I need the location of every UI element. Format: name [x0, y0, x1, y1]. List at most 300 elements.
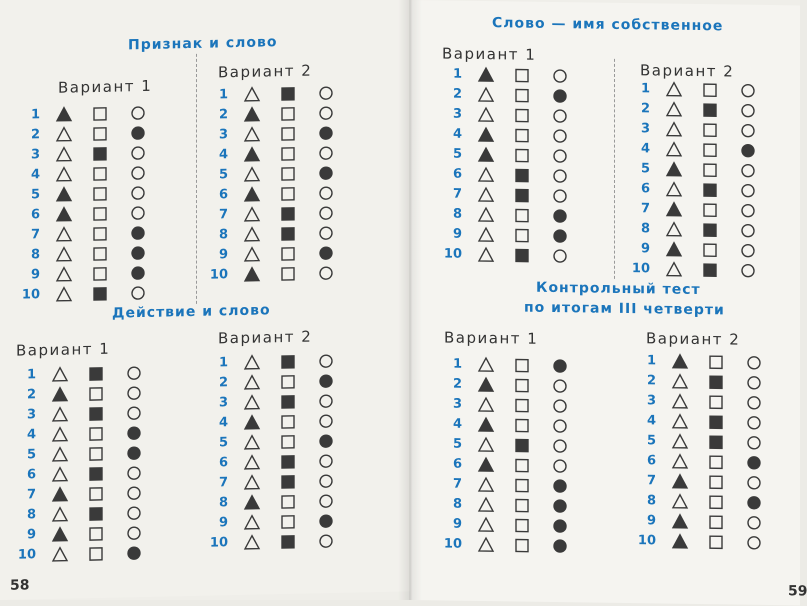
open-square-icon: [86, 484, 106, 504]
filled-square-icon: [90, 284, 110, 304]
filled-square-icon: [278, 472, 298, 492]
filled-triangle-icon: [476, 375, 496, 395]
open-square-icon: [512, 145, 532, 165]
question-number: 1: [218, 87, 228, 103]
filled-circle-icon: [316, 163, 336, 183]
question-number: 10: [209, 267, 228, 283]
answer-row: [442, 124, 592, 146]
column-divider: [196, 54, 198, 304]
open-circle-icon: [316, 203, 336, 223]
open-square-icon: [278, 512, 298, 532]
open-square-icon: [278, 432, 298, 452]
open-circle-icon: [124, 403, 144, 423]
open-square-icon: [700, 160, 720, 180]
question-number: 10: [443, 246, 462, 262]
question-number: 7: [30, 227, 40, 243]
open-circle-icon: [738, 101, 758, 121]
question-number: 7: [218, 207, 228, 223]
open-circle-icon: [316, 143, 336, 163]
filled-circle-icon: [316, 431, 336, 451]
open-triangle-icon: [50, 505, 70, 525]
filled-triangle-icon: [476, 125, 496, 145]
variant-block: [20, 76, 190, 303]
open-triangle-icon: [242, 433, 262, 453]
open-circle-icon: [124, 503, 144, 523]
variant-title: Вариант 2: [640, 61, 735, 81]
answer-row: [442, 144, 592, 166]
open-square-icon: [90, 104, 110, 124]
answer-row: [442, 104, 592, 126]
filled-triangle-icon: [670, 532, 690, 552]
filled-circle-icon: [744, 453, 764, 473]
filled-triangle-icon: [54, 104, 74, 124]
question-number: 1: [452, 356, 462, 372]
open-circle-icon: [128, 143, 148, 163]
question-number: 2: [452, 376, 462, 392]
open-circle-icon: [316, 223, 336, 243]
open-circle-icon: [550, 456, 570, 476]
open-circle-icon: [744, 413, 764, 433]
open-triangle-icon: [54, 244, 74, 264]
question-number: 6: [26, 467, 36, 483]
filled-square-icon: [512, 245, 532, 265]
open-triangle-icon: [476, 395, 496, 415]
open-square-icon: [278, 244, 298, 264]
open-circle-icon: [124, 363, 144, 383]
question-number: 1: [30, 107, 40, 123]
open-triangle-icon: [476, 85, 496, 105]
open-triangle-icon: [664, 260, 684, 280]
open-triangle-icon: [670, 492, 690, 512]
answer-row: [442, 494, 592, 516]
open-circle-icon: [124, 383, 144, 403]
open-square-icon: [512, 495, 532, 515]
open-circle-icon: [744, 373, 764, 393]
open-circle-icon: [550, 246, 570, 266]
variant-title: Вариант 2: [646, 329, 741, 349]
open-circle-icon: [128, 203, 148, 223]
filled-triangle-icon: [476, 415, 496, 435]
question-number: 8: [646, 493, 656, 509]
answer-row: [442, 204, 592, 226]
question-number: 4: [30, 167, 40, 183]
question-number: 5: [640, 161, 650, 177]
open-circle-icon: [128, 163, 148, 183]
question-number: 4: [452, 126, 462, 142]
open-circle-icon: [550, 436, 570, 456]
filled-square-icon: [86, 364, 106, 384]
question-number: 8: [218, 495, 228, 511]
open-square-icon: [278, 264, 298, 284]
question-number: 10: [637, 533, 656, 549]
answer-row: [636, 451, 786, 473]
question-number: 1: [640, 81, 650, 97]
open-circle-icon: [744, 393, 764, 413]
answer-row: [630, 119, 780, 141]
open-triangle-icon: [54, 124, 74, 144]
filled-square-icon: [278, 224, 298, 244]
open-triangle-icon: [242, 373, 262, 393]
filled-circle-icon: [128, 263, 148, 283]
question-number: 3: [218, 127, 228, 143]
open-square-icon: [512, 85, 532, 105]
open-triangle-icon: [670, 372, 690, 392]
open-triangle-icon: [242, 513, 262, 533]
open-circle-icon: [316, 263, 336, 283]
question-number: 8: [218, 227, 228, 243]
filled-triangle-icon: [664, 240, 684, 260]
question-number: 6: [218, 455, 228, 471]
variant-title: Вариант 1: [16, 339, 111, 360]
open-square-icon: [700, 120, 720, 140]
question-number: 5: [30, 187, 40, 203]
open-square-icon: [278, 372, 298, 392]
open-square-icon: [278, 164, 298, 184]
filled-circle-icon: [744, 493, 764, 513]
open-triangle-icon: [50, 425, 70, 445]
answer-row: [630, 159, 780, 181]
open-triangle-icon: [242, 473, 262, 493]
filled-square-icon: [706, 372, 726, 392]
filled-triangle-icon: [242, 413, 262, 433]
filled-triangle-icon: [670, 352, 690, 372]
filled-circle-icon: [550, 496, 570, 516]
question-number: 6: [452, 166, 462, 182]
filled-triangle-icon: [54, 204, 74, 224]
open-triangle-icon: [476, 435, 496, 455]
answer-row: [630, 79, 780, 101]
filled-square-icon: [86, 404, 106, 424]
open-square-icon: [86, 424, 106, 444]
question-number: 9: [26, 527, 36, 543]
filled-square-icon: [700, 100, 720, 120]
question-number: 4: [218, 415, 228, 431]
open-triangle-icon: [54, 284, 74, 304]
open-square-icon: [512, 355, 532, 375]
open-triangle-icon: [50, 465, 70, 485]
column-divider: [614, 59, 616, 279]
answer-row: [636, 371, 786, 393]
question-number: 1: [218, 355, 228, 371]
filled-square-icon: [512, 165, 532, 185]
answer-row: [636, 511, 786, 533]
open-triangle-icon: [54, 224, 74, 244]
question-number: 8: [640, 221, 650, 237]
open-square-icon: [512, 395, 532, 415]
question-number: 9: [218, 515, 228, 531]
question-number: 10: [631, 261, 650, 277]
question-number: 4: [646, 413, 656, 429]
filled-square-icon: [512, 185, 532, 205]
open-circle-icon: [550, 166, 570, 186]
question-number: 2: [30, 127, 40, 143]
question-number: 9: [640, 241, 650, 257]
filled-circle-icon: [316, 123, 336, 143]
open-triangle-icon: [50, 365, 70, 385]
section-title-control-line1: Контрольный тест: [536, 279, 701, 299]
open-triangle-icon: [664, 180, 684, 200]
open-circle-icon: [744, 353, 764, 373]
open-square-icon: [706, 452, 726, 472]
open-circle-icon: [124, 463, 144, 483]
question-number: 2: [218, 375, 228, 391]
open-circle-icon: [744, 533, 764, 553]
filled-triangle-icon: [54, 184, 74, 204]
answer-row: [442, 64, 592, 86]
question-number: 9: [452, 226, 462, 242]
open-square-icon: [86, 444, 106, 464]
answer-row: [630, 139, 780, 161]
open-triangle-icon: [476, 535, 496, 555]
open-triangle-icon: [476, 225, 496, 245]
open-square-icon: [706, 492, 726, 512]
filled-triangle-icon: [664, 160, 684, 180]
answer-row: [630, 199, 780, 221]
answer-row: [630, 259, 780, 281]
question-number: 5: [452, 146, 462, 162]
filled-triangle-icon: [242, 185, 262, 205]
open-circle-icon: [738, 181, 758, 201]
variant-block: [208, 326, 378, 560]
variant-block: [208, 60, 378, 294]
variant-title: Вариант 1: [58, 76, 153, 97]
question-number: 5: [26, 447, 36, 463]
section-title-deistvie: Действие и слово: [112, 302, 271, 322]
open-circle-icon: [316, 391, 336, 411]
answer-row: [442, 244, 592, 266]
filled-triangle-icon: [476, 65, 496, 85]
question-number: 3: [30, 147, 40, 163]
answer-row: [442, 434, 592, 456]
filled-square-icon: [706, 412, 726, 432]
open-circle-icon: [128, 103, 148, 123]
open-square-icon: [90, 244, 110, 264]
open-square-icon: [278, 144, 298, 164]
filled-square-icon: [278, 532, 298, 552]
filled-circle-icon: [738, 141, 758, 161]
question-number: 4: [26, 427, 36, 443]
filled-circle-icon: [124, 443, 144, 463]
open-circle-icon: [124, 483, 144, 503]
answer-row: [636, 531, 786, 553]
filled-square-icon: [700, 260, 720, 280]
question-number: 5: [218, 167, 228, 183]
answer-row: [636, 351, 786, 373]
open-circle-icon: [316, 351, 336, 371]
filled-circle-icon: [316, 511, 336, 531]
open-square-icon: [706, 512, 726, 532]
open-circle-icon: [744, 513, 764, 533]
question-number: 3: [646, 393, 656, 409]
question-number: 1: [26, 367, 36, 383]
filled-circle-icon: [128, 123, 148, 143]
question-number: 7: [646, 473, 656, 489]
open-square-icon: [706, 352, 726, 372]
filled-square-icon: [278, 204, 298, 224]
open-triangle-icon: [50, 445, 70, 465]
answer-row: [442, 354, 592, 376]
question-number: 1: [646, 353, 656, 369]
open-circle-icon: [738, 221, 758, 241]
open-triangle-icon: [476, 185, 496, 205]
filled-circle-icon: [550, 536, 570, 556]
question-number: 10: [17, 547, 36, 563]
open-triangle-icon: [242, 533, 262, 553]
question-number: 2: [640, 101, 650, 117]
open-square-icon: [278, 412, 298, 432]
question-number: 5: [218, 435, 228, 451]
open-square-icon: [700, 240, 720, 260]
filled-circle-icon: [550, 356, 570, 376]
filled-circle-icon: [128, 243, 148, 263]
open-square-icon: [512, 455, 532, 475]
question-number: 7: [452, 186, 462, 202]
open-square-icon: [700, 200, 720, 220]
open-triangle-icon: [664, 80, 684, 100]
filled-triangle-icon: [476, 455, 496, 475]
open-square-icon: [512, 105, 532, 125]
variant-block: [442, 328, 612, 570]
open-square-icon: [278, 124, 298, 144]
filled-circle-icon: [550, 476, 570, 496]
open-triangle-icon: [242, 125, 262, 145]
open-triangle-icon: [476, 515, 496, 535]
filled-circle-icon: [316, 371, 336, 391]
open-square-icon: [90, 264, 110, 284]
filled-triangle-icon: [50, 485, 70, 505]
answer-row: [20, 282, 170, 305]
question-number: 9: [452, 516, 462, 532]
open-circle-icon: [316, 451, 336, 471]
open-triangle-icon: [242, 165, 262, 185]
filled-square-icon: [86, 504, 106, 524]
question-number: 8: [30, 247, 40, 263]
open-circle-icon: [738, 161, 758, 181]
variant-title: Вариант 2: [218, 61, 313, 82]
open-circle-icon: [316, 103, 336, 123]
open-circle-icon: [738, 261, 758, 281]
open-triangle-icon: [242, 453, 262, 473]
answer-row: [442, 454, 592, 476]
variant-block: [636, 329, 796, 571]
question-number: 9: [218, 247, 228, 263]
question-number: 8: [452, 496, 462, 512]
question-number: 6: [30, 207, 40, 223]
answer-row: [442, 414, 592, 436]
open-circle-icon: [316, 491, 336, 511]
open-circle-icon: [550, 126, 570, 146]
open-triangle-icon: [54, 164, 74, 184]
open-circle-icon: [128, 183, 148, 203]
section-title-imya: Слово — имя собственное: [492, 15, 724, 35]
open-circle-icon: [738, 81, 758, 101]
question-number: 5: [452, 436, 462, 452]
open-triangle-icon: [476, 205, 496, 225]
open-square-icon: [86, 544, 106, 564]
question-number: 3: [26, 407, 36, 423]
question-number: 6: [452, 456, 462, 472]
filled-circle-icon: [550, 86, 570, 106]
open-circle-icon: [550, 396, 570, 416]
filled-triangle-icon: [50, 385, 70, 405]
open-triangle-icon: [670, 392, 690, 412]
open-square-icon: [706, 532, 726, 552]
question-number: 2: [218, 107, 228, 123]
question-number: 4: [452, 416, 462, 432]
answer-row: [442, 184, 592, 206]
question-number: 4: [218, 147, 228, 163]
question-number: 5: [646, 433, 656, 449]
open-square-icon: [90, 164, 110, 184]
open-triangle-icon: [242, 353, 262, 373]
open-circle-icon: [550, 376, 570, 396]
open-square-icon: [278, 492, 298, 512]
answer-row: [442, 84, 592, 106]
open-square-icon: [512, 205, 532, 225]
open-circle-icon: [128, 283, 148, 303]
filled-triangle-icon: [476, 145, 496, 165]
filled-square-icon: [278, 452, 298, 472]
open-triangle-icon: [664, 100, 684, 120]
open-square-icon: [90, 184, 110, 204]
open-circle-icon: [550, 416, 570, 436]
answer-row: [16, 543, 166, 566]
question-number: 8: [452, 206, 462, 222]
filled-triangle-icon: [670, 472, 690, 492]
variant-block: [16, 338, 186, 572]
filled-triangle-icon: [242, 145, 262, 165]
filled-square-icon: [278, 84, 298, 104]
filled-circle-icon: [550, 516, 570, 536]
open-square-icon: [90, 124, 110, 144]
open-circle-icon: [316, 531, 336, 551]
question-number: 3: [218, 395, 228, 411]
answer-row: [636, 431, 786, 453]
open-square-icon: [278, 184, 298, 204]
filled-circle-icon: [124, 543, 144, 563]
filled-square-icon: [86, 464, 106, 484]
open-circle-icon: [550, 146, 570, 166]
open-triangle-icon: [50, 545, 70, 565]
open-circle-icon: [738, 121, 758, 141]
open-circle-icon: [316, 411, 336, 431]
open-triangle-icon: [476, 245, 496, 265]
question-number: 10: [209, 535, 228, 551]
open-circle-icon: [316, 83, 336, 103]
open-square-icon: [512, 515, 532, 535]
filled-square-icon: [512, 435, 532, 455]
answer-row: [636, 391, 786, 413]
question-number: 3: [640, 121, 650, 137]
filled-square-icon: [90, 144, 110, 164]
question-number: 6: [646, 453, 656, 469]
open-square-icon: [512, 225, 532, 245]
variant-title: Вариант 1: [442, 44, 537, 64]
answer-row: [442, 224, 592, 246]
question-number: 1: [452, 66, 462, 82]
question-number: 2: [26, 387, 36, 403]
answer-row: [630, 219, 780, 241]
filled-triangle-icon: [242, 105, 262, 125]
open-circle-icon: [550, 186, 570, 206]
open-square-icon: [512, 65, 532, 85]
page-number: 58: [10, 577, 30, 594]
answer-row: [636, 411, 786, 433]
open-circle-icon: [738, 201, 758, 221]
open-square-icon: [706, 392, 726, 412]
open-circle-icon: [744, 433, 764, 453]
answer-row: [442, 514, 592, 536]
